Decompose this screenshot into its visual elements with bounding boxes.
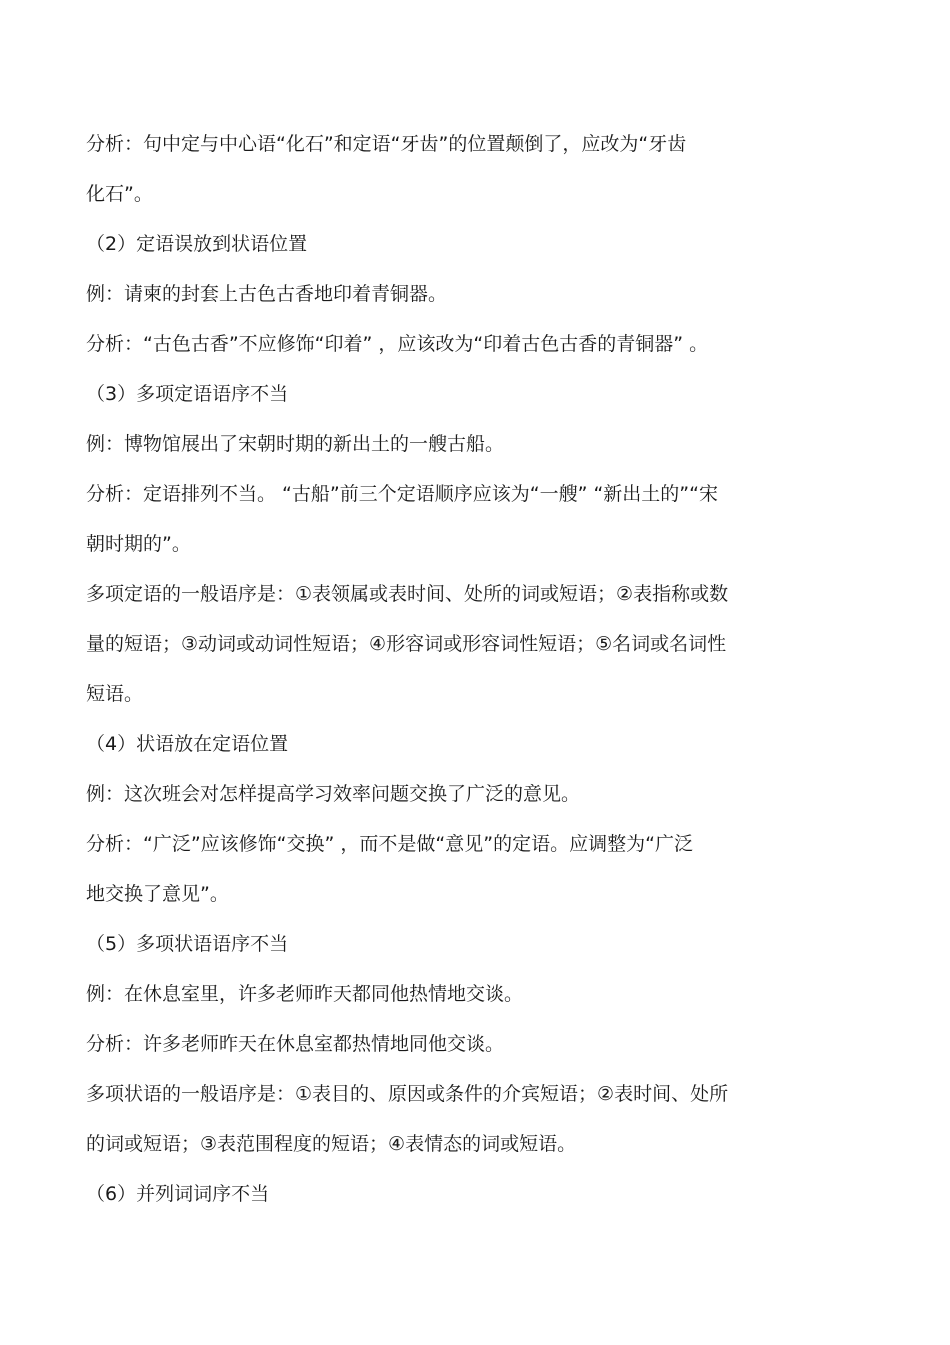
text-line-analysis-2: 分析：“古色古香”不应修饰“印着” ，应该改为“印着古色古香的青铜器” 。 <box>86 333 709 355</box>
text-line-example-4: 例：这次班会对怎样提高学习效率问题交换了广泛的意见。 <box>86 783 581 805</box>
text-line-rule-attributive-2: 量的短语；③动词或动词性短语；④形容词或形容词性短语；⑤名词或名词性 <box>86 633 727 655</box>
text-line-example-2: 例：请柬的封套上古色古香地印着青铜器。 <box>86 283 448 305</box>
text-line-analysis-1: 分析：句中定与中心语“化石”和定语“牙齿”的位置颠倒了，应改为“牙齿 <box>86 133 687 155</box>
text-line-rule-attributive-1: 多项定语的一般语序是：①表领属或表时间、处所的词或短语；②表指称或数 <box>86 583 729 605</box>
text-line-rule-adverbial-1: 多项状语的一般语序是：①表目的、原因或条件的介宾短语；②表时间、处所 <box>86 1083 729 1105</box>
text-line-analysis-4-cont: 地交换了意见”。 <box>86 883 229 905</box>
text-line-rule-adverbial-2: 的词或短语；③表范围程度的短语；④表情态的词或短语。 <box>86 1133 577 1155</box>
section-heading-5: （5）多项状语语序不当 <box>86 933 289 955</box>
text-line-example-3: 例：博物馆展出了宋朝时期的新出土的一艘古船。 <box>86 433 505 455</box>
text-line-rule-attributive-3: 短语。 <box>86 683 144 705</box>
text-line-analysis-1-cont: 化石”。 <box>86 183 153 205</box>
section-heading-6: （6）并列词词序不当 <box>86 1183 270 1205</box>
text-line-analysis-5: 分析：许多老师昨天在休息室都热情地同他交谈。 <box>86 1033 505 1055</box>
text-line-analysis-3-cont: 朝时期的”。 <box>86 533 191 555</box>
section-heading-2: （2）定语误放到状语位置 <box>86 233 308 255</box>
text-line-example-5: 例：在休息室里，许多老师昨天都同他热情地交谈。 <box>86 983 524 1005</box>
text-line-analysis-3: 分析：定语排列不当。 “古船”前三个定语顺序应该为“一艘” “新出土的”“宋 <box>86 483 718 505</box>
section-heading-4: （4）状语放在定语位置 <box>86 733 289 755</box>
section-heading-3: （3）多项定语语序不当 <box>86 383 289 405</box>
text-line-analysis-4: 分析：“广泛”应该修饰“交换” ，而不是做“意见”的定语。应调整为“广泛 <box>86 833 693 855</box>
